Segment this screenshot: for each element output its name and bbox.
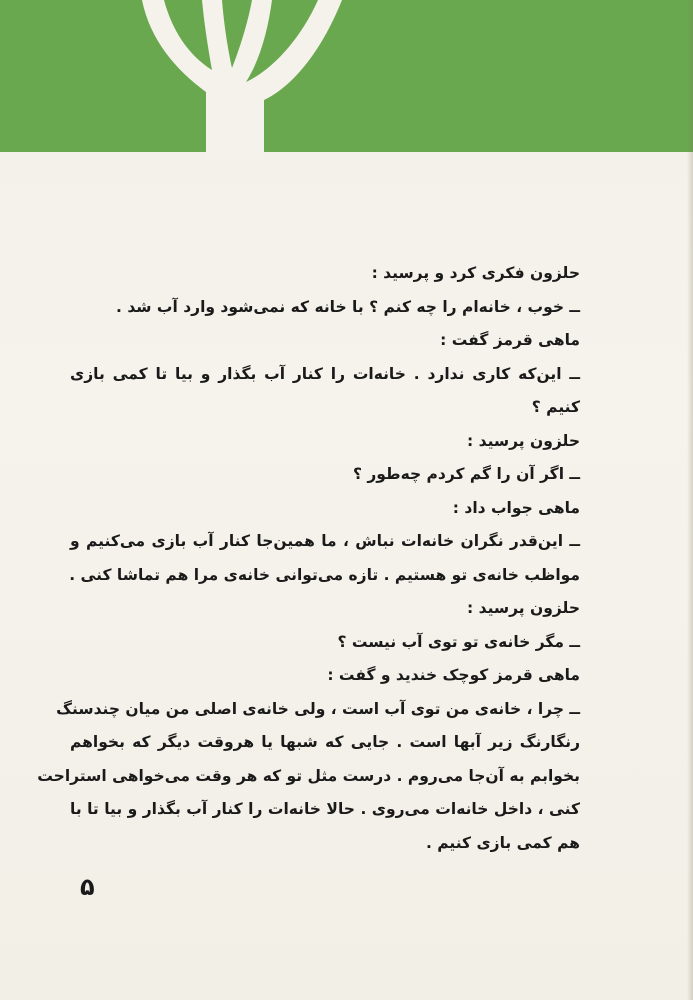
text-line: ــ این‌که کاری ندارد . خانه‌ات را کنار آب بگذار و بیا تا کمی بازی: [70, 364, 580, 383]
text-line: ــ این‌قدر نگران خانه‌ات نباش ، ما همین‌جا کنار آب بازی می‌کنیم و: [70, 532, 580, 550]
page-number: ۵: [80, 873, 95, 901]
text-line: حلزون پرسید :: [467, 599, 580, 617]
text-line: ــ خوب ، خانه‌ام را چه کنم ؟ با خانه که نمی‌شود وارد آب شد .: [116, 297, 580, 316]
page-edge-shadow: [687, 0, 693, 1000]
text-line: رنگارنگ زیر آبها است . جایی که شبها یا هروقت دیگر که بخواهم: [70, 733, 580, 751]
text-line: هم کمی بازی کنیم .: [425, 833, 580, 852]
text-line: ماهی قرمز کوچک خندید و گفت :: [327, 666, 580, 684]
text-line: کنیم ؟: [531, 398, 580, 416]
text-line: کنی ، داخل خانه‌ات می‌روی . حالا خانه‌ات را کنار آب بگذار و بیا تا با: [70, 800, 580, 818]
text-line: مواظب خانه‌ی تو هستیم . تازه می‌توانی خانه‌ی مرا هم تماشا کنی .: [69, 565, 580, 584]
text-line: بخوابم به آن‌جا می‌روم . درست مثل تو که هر وقت می‌خواهی استراحت: [37, 766, 580, 785]
text-line: ماهی جواب داد :: [452, 498, 580, 517]
text-line: ــ اگر آن را گم کردم چه‌طور ؟: [352, 465, 580, 483]
text-line: ــ چرا ، خانه‌ی من توی آب است ، ولی خانه‌ی اصلی من میان چندسنگ: [56, 699, 580, 718]
tree-illustration: [0, 0, 693, 160]
story-text: [37, 257, 580, 860]
text-line: ــ مگر خانه‌ی تو توی آب نیست ؟: [337, 632, 580, 651]
text-line: حلزون پرسید :: [467, 431, 580, 450]
text-line: حلزون فکری کرد و پرسید :: [371, 264, 580, 282]
text-line: ماهی قرمز گفت :: [440, 331, 580, 349]
